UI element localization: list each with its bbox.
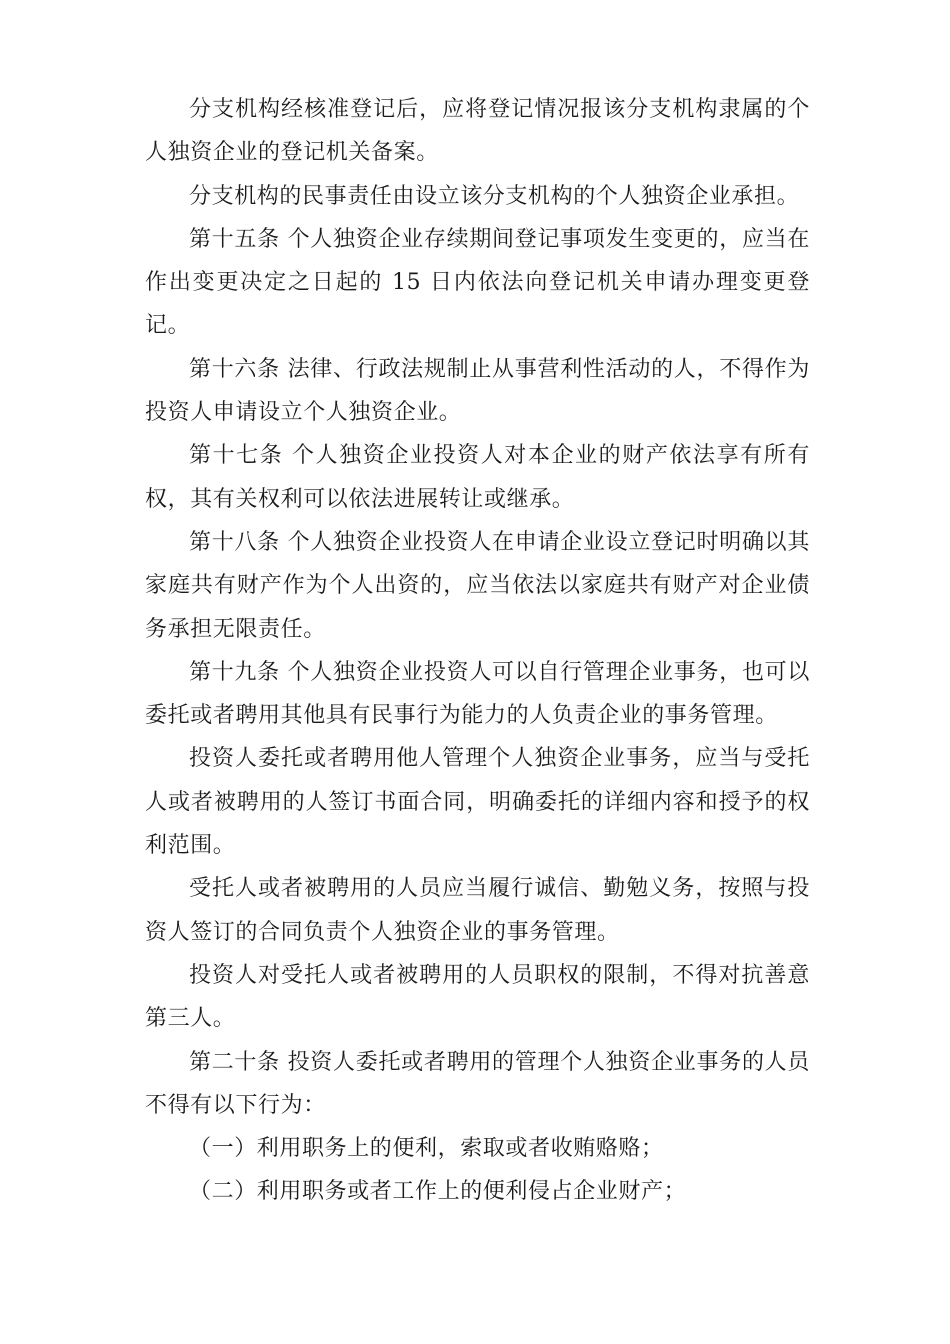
paragraph: 投资人对受托人或者被聘用的人员职权的限制，不得对抗善意第三人。 xyxy=(145,962,810,1032)
article-15: 第十五条 个人独资企业存续期间登记事项发生变更的，应当在作出变更决定之日起的 15 日内依法向登记机关申请办理变更登记。 xyxy=(145,226,810,339)
list-item: （一）利用职务上的便利，索取或者收贿赂赂； xyxy=(189,1136,664,1162)
article-17: 第十七条 个人独资企业投资人对本企业的财产依法享有所有权，其有关权利可以依法进展转让或继承。 xyxy=(145,443,810,512)
paragraph: 分支机构的民事责任由设立该分支机构的个人独资企业承担。 xyxy=(189,183,800,209)
document-body xyxy=(145,88,810,1214)
article-19: 第十九条 个人独资企业投资人可以自行管理企业事务，也可以委托或者聘用其他具有民事行为能力的人负责企业的事务管理。 xyxy=(145,659,810,729)
paragraph: 受托人或者被聘用的人员应当履行诚信、勤勉义务，按照与投资人签订的合同负责个人独资企业的事务管理。 xyxy=(145,876,810,945)
article-16: 第十六条 法律、行政法规制止从事营利性活动的人，不得作为投资人申请设立个人独资企业。 xyxy=(145,356,810,426)
paragraph: 投资人委托或者聘用他人管理个人独资企业事务，应当与受托人或者被聘用的人签订书面合同，明确委托的详细内容和授予的权利范围。 xyxy=(145,746,810,859)
article-20: 第二十条 投资人委托或者聘用的管理个人独资企业事务的人员不得有以下行为： xyxy=(145,1049,810,1118)
paragraph: 分支机构经核准登记后，应将登记情况报该分支机构隶属的个人独资企业的登记机关备案。 xyxy=(145,97,810,166)
article-18: 第十八条 个人独资企业投资人在申请企业设立登记时明确以其家庭共有财产作为个人出资的，应当依法以家庭共有财产对企业债务承担无限责任。 xyxy=(145,529,810,642)
list-item: （二）利用职务或者工作上的便利侵占企业财产； xyxy=(189,1179,687,1205)
